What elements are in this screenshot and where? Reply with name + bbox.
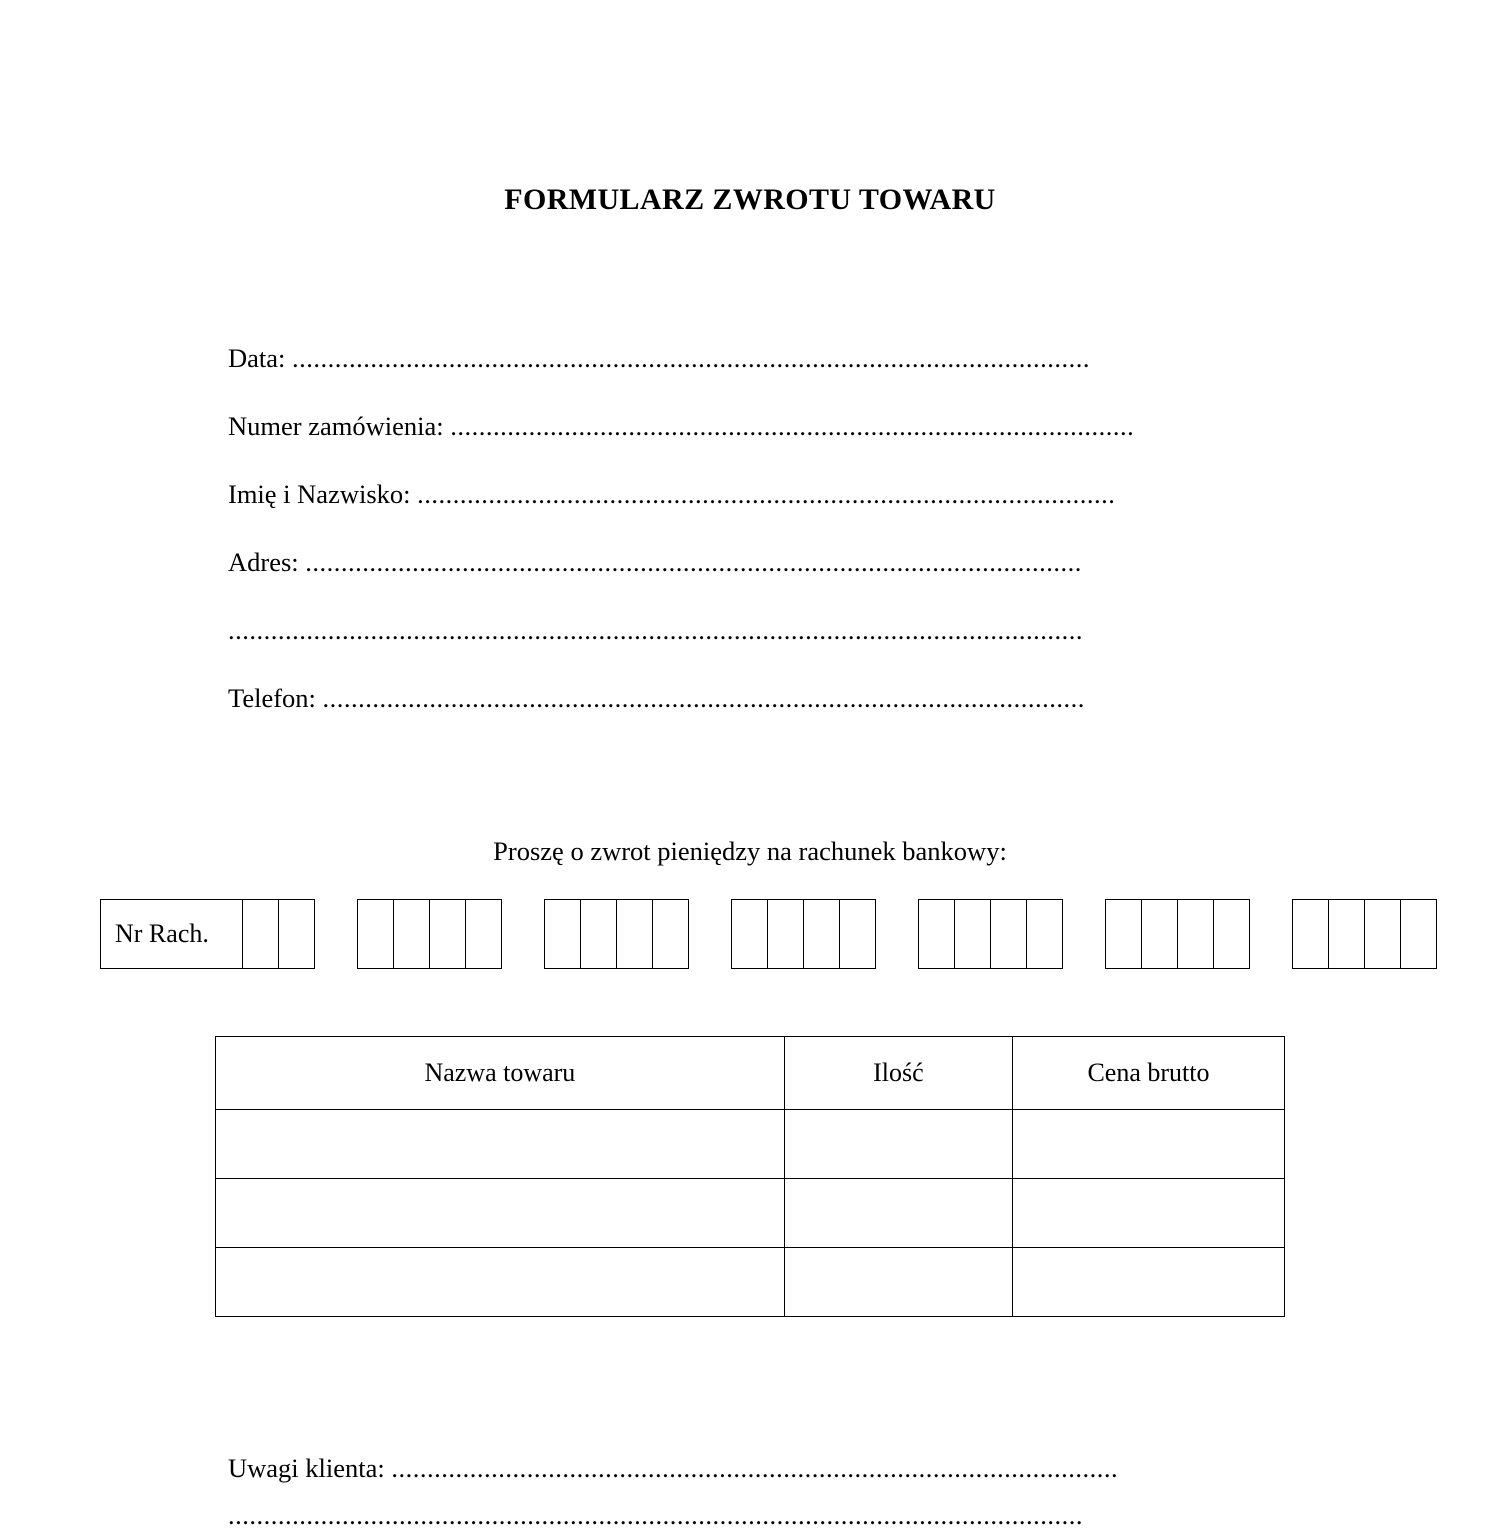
cell-nazwa-towaru[interactable]	[216, 1110, 785, 1179]
account-digit-box[interactable]	[840, 899, 876, 969]
goods-table	[215, 1036, 1285, 1317]
field-label-telefon: Telefon:	[228, 685, 316, 713]
account-digit-box[interactable]	[1365, 899, 1401, 969]
account-group-label	[100, 899, 315, 969]
account-digit-box[interactable]	[466, 899, 502, 969]
table-row	[216, 1179, 1285, 1248]
cell-ilosc[interactable]	[784, 1110, 1012, 1179]
account-digit-box[interactable]	[768, 899, 804, 969]
cell-cena-brutto[interactable]	[1012, 1110, 1284, 1179]
field-row-data	[228, 345, 1270, 413]
form-fields	[228, 345, 1270, 753]
account-digit-box[interactable]	[1214, 899, 1250, 969]
account-digit-box[interactable]	[394, 899, 430, 969]
field-dots-imie-nazwisko[interactable]: ..................................................................................................	[417, 481, 1116, 509]
field-dots-adres[interactable]: .............................................................................................................	[305, 549, 1082, 577]
notes-label: Uwagi klienta:	[228, 1453, 385, 1483]
page-title: FORMULARZ ZWROTU TOWARU	[504, 183, 996, 216]
account-digit-box[interactable]	[1178, 899, 1214, 969]
account-digit-box[interactable]	[1401, 899, 1437, 969]
table-header-row	[216, 1037, 1285, 1110]
field-dots-telefon[interactable]: ...........................................................................................................	[322, 685, 1085, 713]
account-digit-box[interactable]	[991, 899, 1027, 969]
notes-row	[228, 1434, 1270, 1502]
account-number-boxes[interactable]	[100, 899, 1437, 969]
field-row-telefon	[228, 685, 1270, 753]
account-group-1[interactable]	[357, 899, 502, 969]
field-dots-adres-continuation[interactable]: ........................................................................................................................	[228, 617, 1083, 645]
column-header-cena-brutto: Cena brutto	[1012, 1037, 1284, 1110]
field-label-imie-nazwisko: Imię i Nazwisko:	[228, 481, 411, 509]
field-row-adres-continuation	[228, 617, 1270, 685]
account-group-2[interactable]	[544, 899, 689, 969]
account-digit-box[interactable]	[1027, 899, 1063, 969]
notes-dots-continuation[interactable]: ........................................................................................................................	[228, 1500, 1083, 1530]
bank-refund-request-text: Proszę o zwrot pieniędzy na rachunek bankowy:	[493, 836, 1007, 866]
account-group-4[interactable]	[918, 899, 1063, 969]
account-digit-box[interactable]	[1329, 899, 1365, 969]
account-digit-box[interactable]	[243, 899, 279, 969]
account-digit-box[interactable]	[279, 899, 315, 969]
account-digit-box[interactable]	[919, 899, 955, 969]
account-digit-box[interactable]	[653, 899, 689, 969]
field-row-numer-zamowienia	[228, 413, 1270, 481]
field-dots-numer-zamowienia[interactable]: ................................................................................................	[450, 413, 1135, 441]
table-row	[216, 1110, 1285, 1179]
cell-cena-brutto[interactable]	[1012, 1179, 1284, 1248]
account-group-3[interactable]	[731, 899, 876, 969]
account-digit-box[interactable]	[1142, 899, 1178, 969]
account-digit-box[interactable]	[358, 899, 394, 969]
account-group-5[interactable]	[1105, 899, 1250, 969]
cell-nazwa-towaru[interactable]	[216, 1248, 785, 1317]
account-digit-box[interactable]	[955, 899, 991, 969]
field-label-data: Data:	[228, 345, 286, 373]
account-digit-box[interactable]	[732, 899, 768, 969]
account-digit-box[interactable]	[1293, 899, 1329, 969]
account-digit-box[interactable]	[545, 899, 581, 969]
account-group-6[interactable]	[1292, 899, 1437, 969]
column-header-nazwa-towaru: Nazwa towaru	[216, 1037, 785, 1110]
column-header-ilosc: Ilość	[784, 1037, 1012, 1110]
field-row-adres	[228, 549, 1270, 617]
field-row-imie-nazwisko	[228, 481, 1270, 549]
notes-dots[interactable]: ......................................................................................................	[391, 1453, 1119, 1483]
account-digit-box[interactable]	[617, 899, 653, 969]
field-label-numer-zamowienia: Numer zamówienia:	[228, 413, 444, 441]
table-row	[216, 1248, 1285, 1317]
cell-ilosc[interactable]	[784, 1179, 1012, 1248]
account-digit-box[interactable]	[804, 899, 840, 969]
account-digit-box[interactable]	[1106, 899, 1142, 969]
cell-cena-brutto[interactable]	[1012, 1248, 1284, 1317]
account-digit-box[interactable]	[430, 899, 466, 969]
field-dots-data[interactable]: ................................................................................................................	[292, 345, 1091, 373]
cell-ilosc[interactable]	[784, 1248, 1012, 1317]
notes-row-continuation	[228, 1500, 1270, 1531]
account-digit-box[interactable]	[581, 899, 617, 969]
field-label-adres: Adres:	[228, 549, 299, 577]
cell-nazwa-towaru[interactable]	[216, 1179, 785, 1248]
account-label: Nr Rach.	[101, 899, 243, 969]
